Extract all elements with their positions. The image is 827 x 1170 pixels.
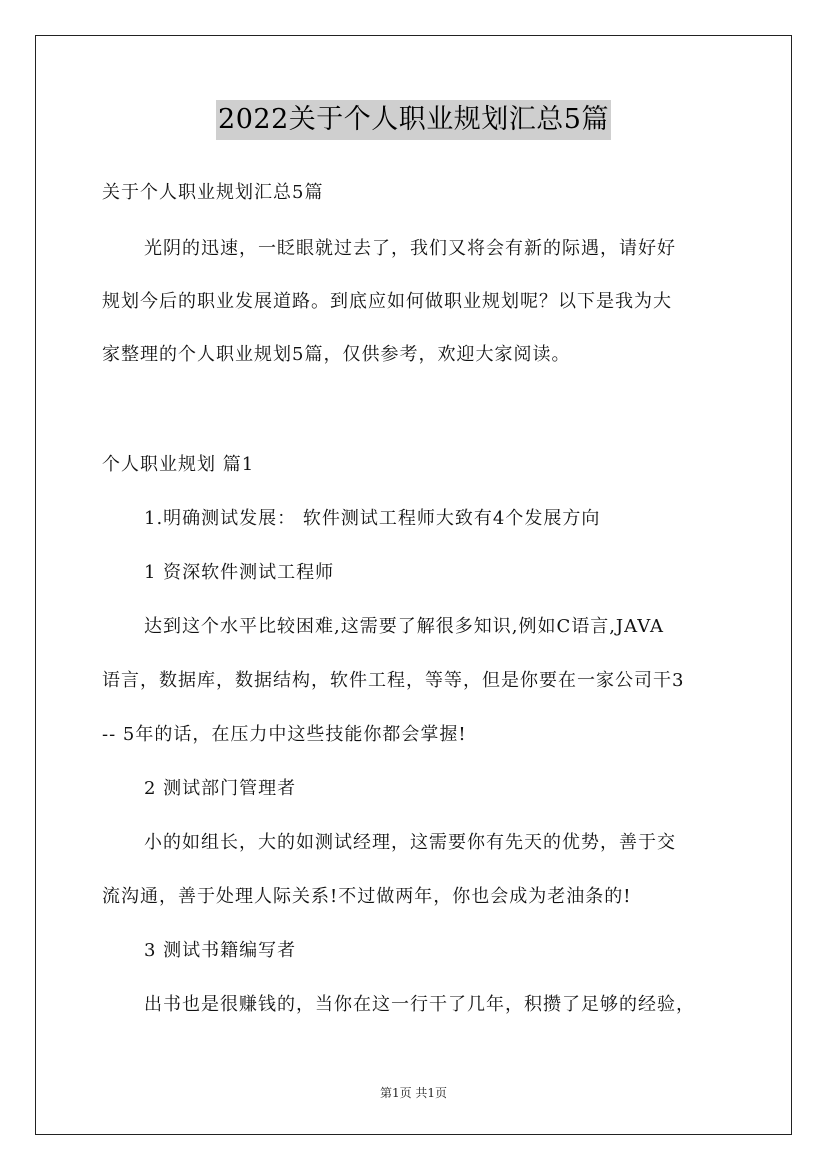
title-container — [0, 100, 827, 140]
body-line: -- 5年的话，在压力中这些技能你都会掌握! — [102, 724, 467, 745]
subtitle: 关于个人职业规划汇总5篇 — [102, 182, 324, 203]
document-title: 2022关于个人职业规划汇总5篇 — [216, 100, 611, 140]
section-heading: 个人职业规划 篇1 — [102, 454, 255, 475]
intro-line: 规划今后的职业发展道路。到底应如何做职业规划呢？以下是我为大 — [102, 291, 672, 312]
intro-line: 光阴的迅速，一眨眼就过去了，我们又将会有新的际遇，请好好 — [144, 238, 676, 259]
body-line: 2 测试部门管理者 — [144, 778, 297, 799]
body-line: 出书也是很赚钱的，当你在这一行干了几年，积攒了足够的经验， — [144, 994, 695, 1015]
body-line: 流沟通，善于处理人际关系!不过做两年，你也会成为老油条的! — [102, 886, 632, 907]
body-line: 3 测试书籍编写者 — [144, 940, 297, 961]
body-line: 达到这个水平比较困难,这需要了解很多知识,例如C语言,JAVA — [144, 616, 665, 637]
page-footer: 第1页 共1页 — [379, 1086, 448, 1100]
intro-line: 家整理的个人职业规划5篇，仅供参考，欢迎大家阅读。 — [102, 344, 571, 365]
body-line: 1 资深软件测试工程师 — [144, 562, 335, 583]
body-line: 1.明确测试发展： 软件测试工程师大致有4个发展方向 — [144, 508, 601, 529]
body-line: 小的如组长，大的如测试经理，这需要你有先天的优势，善于交 — [144, 832, 676, 853]
body-line: 语言，数据库，数据结构，软件工程，等等，但是你要在一家公司干3 — [102, 670, 685, 691]
